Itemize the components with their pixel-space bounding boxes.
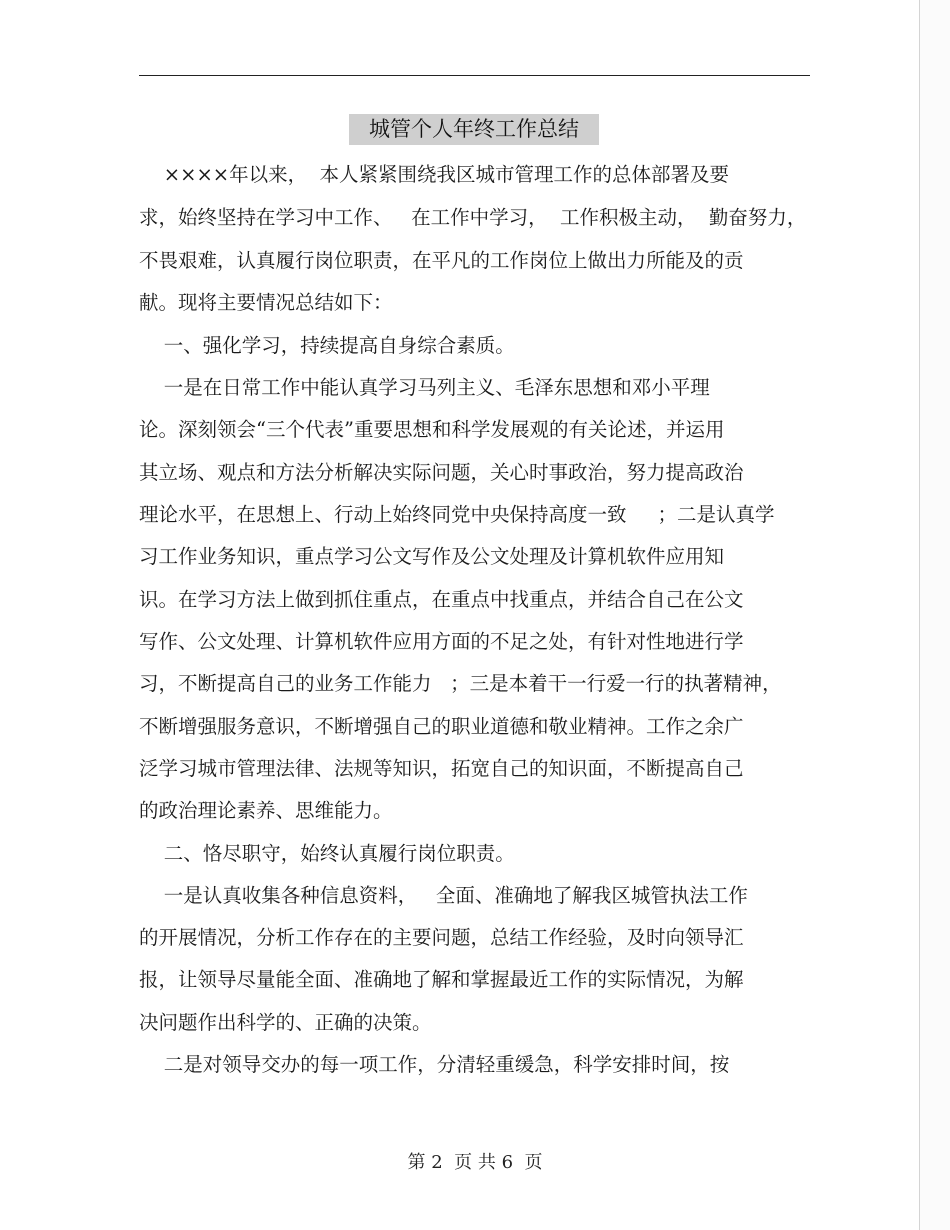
body-line: 的开展情况，分析工作存在的主要问题，总结工作经验，及时向领导汇 <box>139 926 744 949</box>
page-gutter <box>920 0 950 1230</box>
body-line: 报，让领导尽量能全面、准确地了解和掌握最近工作的实际情况，为解 <box>139 968 744 991</box>
body-line: ××××年以来， 本人紧紧围绕我区城市管理工作的总体部署及要 <box>139 163 730 186</box>
body-line: 决问题作出科学的、正确的决策。 <box>139 1011 432 1034</box>
body-line: 论。深刻领会“三个代表”重要思想和科学发展观的有关论述，并运用 <box>139 418 725 441</box>
section-heading: 二、恪尽职守，始终认真履行岗位职责。 <box>139 842 515 865</box>
body-line: 习，不断提高自己的业务工作能力 ；三是本着干一行爱一行的执著精神， <box>139 672 782 695</box>
body-line: 其立场、观点和方法分析解决实际问题，关心时事政治，努力提高政治 <box>139 461 744 484</box>
body-line: 写作、公文处理、计算机软件应用方面的不足之处，有针对性地进行学 <box>139 630 744 653</box>
header-rule <box>139 75 810 76</box>
body-line: 一是认真收集各种信息资料， 全面、准确地了解我区城管执法工作 <box>139 884 748 907</box>
body-line: 二是对领导交办的每一项工作，分清轻重缓急，科学安排时间，按 <box>139 1053 730 1076</box>
body-line: 习工作业务知识，重点学习公文写作及公文处理及计算机软件应用知 <box>139 545 725 568</box>
body-line: 泛学习城市管理法律、法规等知识，拓宽自己的知识面，不断提高自己 <box>139 757 744 780</box>
body-line: 不畏艰难，认真履行岗位职责，在平凡的工作岗位上做出力所能及的贡 <box>139 249 744 272</box>
body-line: 的政治理论素养、思维能力。 <box>139 799 393 822</box>
body-line: 一是在日常工作中能认真学习马列主义、毛泽东思想和邓小平理 <box>139 376 710 399</box>
body-line: 不断增强服务意识，不断增强自己的职业道德和敬业精神。工作之余广 <box>139 715 744 738</box>
page-edge <box>919 0 920 1230</box>
page-number-footer: 第 2 页 共 6 页 <box>407 1152 543 1173</box>
body-line: 识。在学习方法上做到抓住重点，在重点中找重点，并结合自己在公文 <box>139 588 744 611</box>
body-line: 理论水平，在思想上、行动上始终同党中央保持高度一致 ；二是认真学 <box>139 503 775 526</box>
body-line: 求，始终坚持在学习中工作、 在工作中学习， 工作积极主动， 勤奋努力， <box>139 206 807 229</box>
document-title: 城管个人年终工作总结 <box>349 114 599 145</box>
section-heading: 一、强化学习，持续提高自身综合素质。 <box>139 334 515 357</box>
body-line: 献。现将主要情况总结如下： <box>139 291 393 314</box>
